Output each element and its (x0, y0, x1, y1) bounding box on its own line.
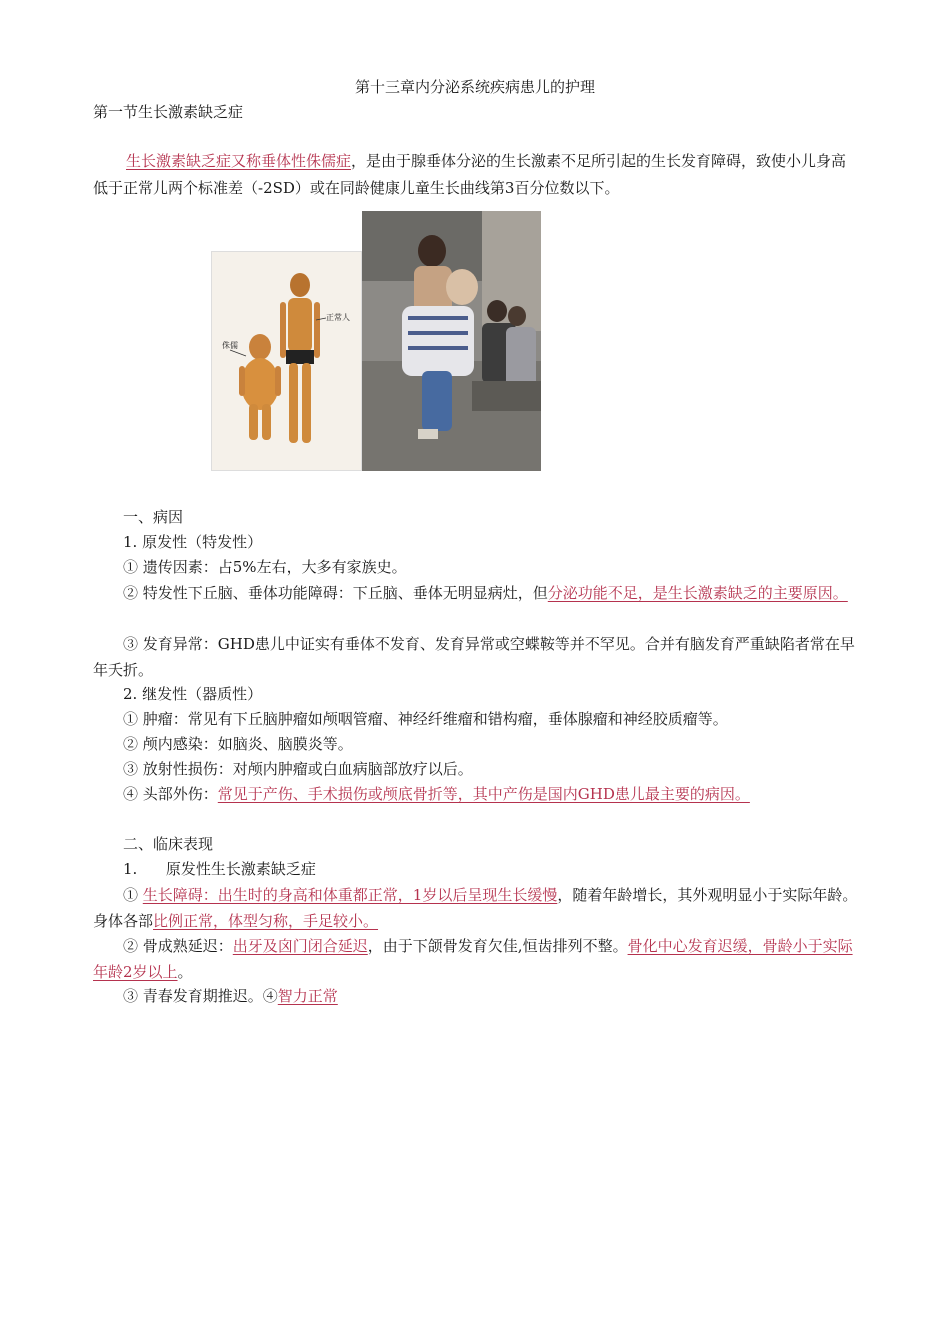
secondary-item-4-text: ④ 头部外伤： (123, 785, 218, 803)
clinical-item-1-highlight-2: 比例正常，体型匀称，手足较小。 (153, 912, 379, 930)
secondary-heading: 2. 继发性（器质性） (123, 685, 263, 703)
patient-photo (362, 211, 541, 471)
comparison-figure-drawing (212, 252, 361, 470)
intro-paragraph (93, 148, 858, 202)
etiology-item-2 (93, 580, 858, 606)
section-title: 第一节生长激素缺乏症 (93, 103, 244, 121)
clinical-primary-heading: 1. 原发性生长激素缺乏症 (123, 860, 316, 878)
secondary-item-4 (93, 781, 888, 807)
etiology-item-3: ③ 发育异常：GHD患儿中证实有垂体不发育、发育异常或空蝶鞍等并不罕见。合并有脑发育严重缺陷者常在早年夭折。 (93, 635, 855, 679)
clinical-item-2-end: 。 (177, 963, 193, 981)
primary-heading: 1. 原发性（特发性） (123, 533, 263, 551)
clinical-item-2-text: ，由于下颌骨发育欠佳,恒齿排列不整。 (367, 937, 628, 955)
clinical-item-2-prefix: ② 骨成熟延迟： (123, 937, 233, 955)
normal-label: 正常人 (326, 313, 350, 322)
clinical-item-1-highlight: 生长障碍：出生时的身高和体重都正常，1岁以后呈现生长缓慢 (142, 886, 558, 904)
etiology-item-2-highlight: 分泌功能不足，是生长激素缺乏的主要原因。 (547, 584, 848, 602)
intro-highlight: 生长激素缺乏症又称垂体性侏儒症 (126, 152, 352, 170)
clinical-item-3-highlight: 智力正常 (277, 987, 338, 1005)
clinical-item-3 (93, 983, 888, 1009)
clinical-item-1-prefix: ① (123, 886, 143, 904)
dwarf-label: 侏儒 (222, 341, 238, 350)
clinical-item-2-highlight-2: 骨化中心发育迟缓，骨龄小于实际年龄2岁以上 (93, 937, 853, 981)
etiology-heading: 一、病因 (123, 508, 184, 526)
clinical-item-1 (93, 882, 858, 934)
secondary-item-2: ② 颅内感染：如脑炎、脑膜炎等。 (123, 735, 353, 753)
clinical-heading: 二、临床表现 (123, 835, 214, 853)
clinical-item-1-text: ，随着年龄增长，其外观明显小于实际年龄。身体各部 (93, 886, 858, 930)
intro-text: ，是由于腺垂体分泌的生长激素不足所引起的生长发育障碍，致使小儿身高低于正常儿两个标准差（-2SD）或在同龄健康儿童生长曲线第3百分位数以下。 (93, 152, 847, 197)
secondary-item-4-highlight: 常见于产伤、手术损伤或颅底骨折等，其中产伤是国内GHD患儿最主要的病因。 (217, 785, 750, 803)
secondary-item-3: ③ 放射性损伤：对颅内肿瘤或白血病脑部放疗以后。 (123, 760, 473, 778)
etiology-item-1: ① 遗传因素：占5%左右，大多有家族史。 (123, 558, 407, 576)
etiology-item-2-text: ② 特发性下丘脑、垂体功能障碍：下丘脑、垂体无明显病灶，但 (123, 584, 548, 602)
patient-photo-drawing (362, 211, 541, 471)
clinical-item-2-highlight: 出牙及囟门闭合延迟 (232, 937, 368, 955)
chapter-title: 第十三章内分泌系统疾病患儿的护理 (354, 78, 595, 96)
comparison-illustration (211, 251, 362, 471)
clinical-item-3-text: ③ 青春发育期推迟。④ (123, 987, 278, 1005)
secondary-item-1: ① 肿瘤：常见有下丘脑肿瘤如颅咽管瘤、神经纤维瘤和错构瘤，垂体腺瘤和神经胶质瘤等。 (123, 710, 728, 728)
clinical-item-2 (93, 933, 858, 985)
